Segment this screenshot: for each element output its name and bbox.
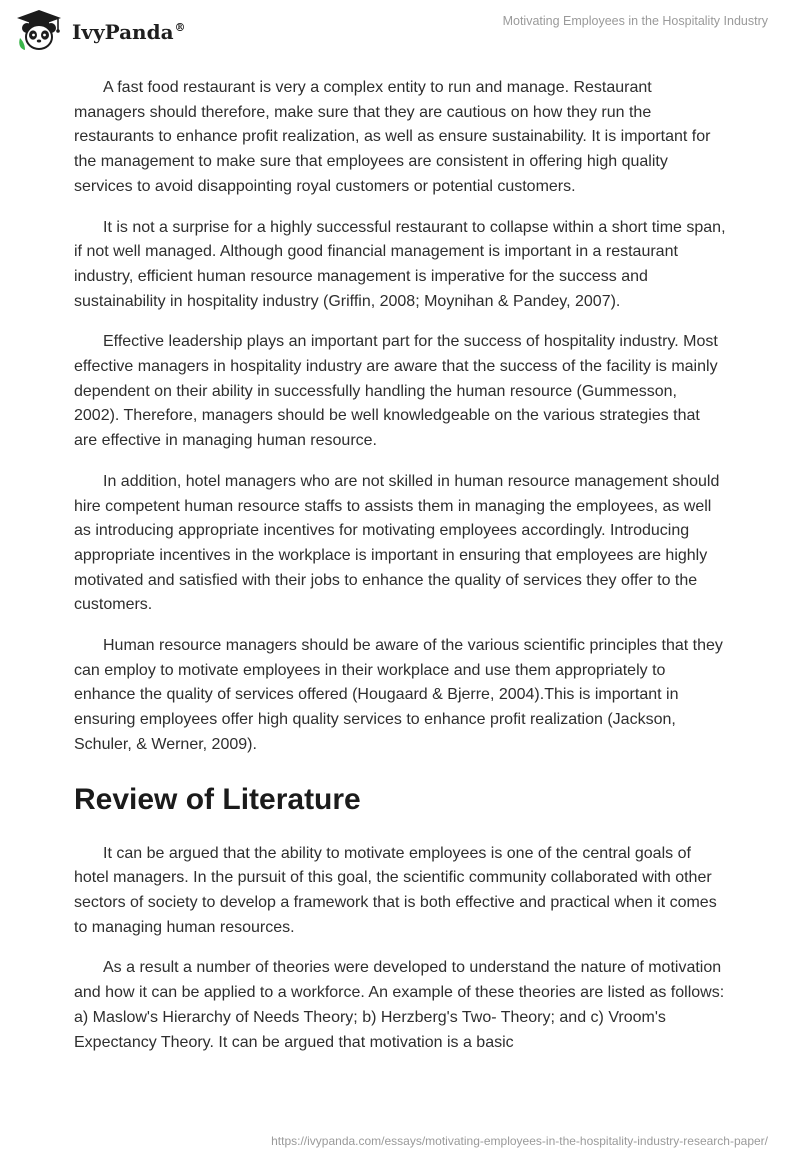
- paragraph: Effective leadership plays an important part for the success of hospitality industry. Most effective managers in hospitality industry are aware that the success of the facility is mainly dependent on their ability in successfully handling the human resource (Gummesson, 2002). Therefore, managers should be well knowledgeable on the various strategies that are effective in managing human resource.: [74, 333, 718, 450]
- paragraph: It can be argued that the ability to motivate employees is one of the central goals of hotel managers. In the pursuit of this goal, the scientific community collaborated with other sectors of society to develop a framework that is both effective and practical when it comes to managing human resources.: [74, 844, 717, 936]
- section-heading: Review of Literature: [74, 782, 361, 816]
- paragraph: A fast food restaurant is very a complex entity to run and manage. Restaurant managers should therefore, make sure that they are cautious on how they run the restaurants to enhance profit realization, as well as ensure sustainability. It is important for the management to make sure that employees are consistent in offering high quality services to avoid disappointing royal customers or potential customers.: [74, 79, 711, 195]
- essay-body: [74, 70, 726, 1071]
- logo-wordmark: IvyPanda®: [72, 20, 186, 44]
- paragraph: As a result a number of theories were developed to understand the nature of motivation and how it can be applied to a workforce. An example of these theories are listed as follows: a) Maslow's Hierarchy of Needs Theory; b) Herzberg's Two- Theory; and c) Vroom's Expectancy Theory. It can be argued that motivation is a basic: [74, 959, 725, 1051]
- paragraph: In addition, hotel managers who are not skilled in human resource management should hire competent human resource staffs to assists them in managing the employees, as well as introducing appropriate incentives for motivating employees accordingly. Introducing appropriate incentives in the workplace is important in ensuring that employees are highly motivated and satisfied with their jobs to enhance the quality of services they offer to the customers.: [74, 472, 720, 614]
- paragraph: It is not a surprise for a highly successful restaurant to collapse within a short time span, if not well managed. Although good financial management is important in a restaurant industry, efficient human resource management is imperative for the success and sustainability in hospitality industry (Griffin, 2008; Moynihan & Pandey, 2007).: [74, 218, 726, 310]
- source-url[interactable]: https://ivypanda.com/essays/motivating-employees-in-the-hospitality-industry-research-paper/: [271, 1134, 768, 1148]
- panda-graduate-icon: [14, 8, 64, 52]
- page-header: [0, 0, 800, 70]
- ivypanda-logo[interactable]: [14, 8, 186, 52]
- paragraph: Human resource managers should be aware of the various scientific principles that they can employ to motivate employees in their workplace and use them appropriately to enhance the quality of services offered (Hougaard & Bjerre, 2004).This is important in ensuring employees offer high quality services to enhance profit realization (Jackson, Schuler, & Werner, 2009).: [74, 637, 723, 753]
- document-title: Motivating Employees in the Hospitality Industry: [502, 14, 768, 28]
